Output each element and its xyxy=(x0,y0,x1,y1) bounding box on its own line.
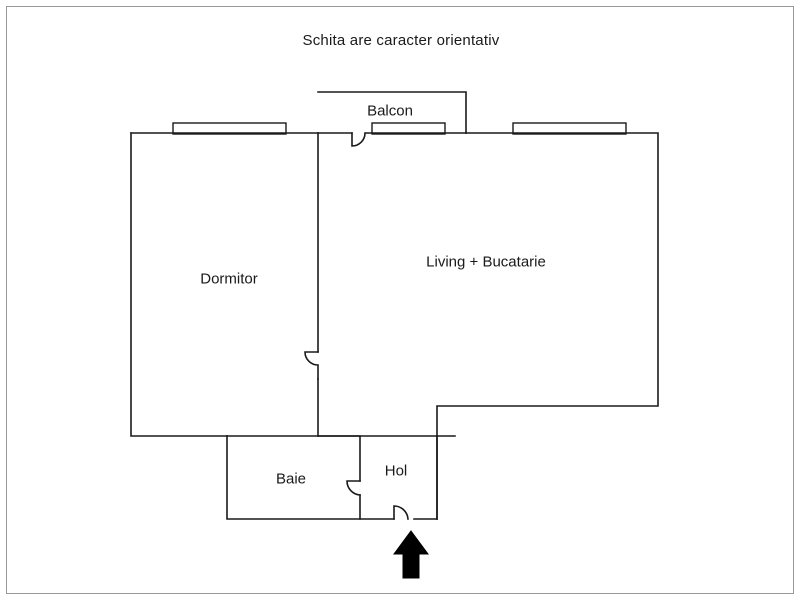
entrance-arrow-icon xyxy=(394,531,428,578)
room-label-balcon: Balcon xyxy=(367,102,413,120)
room-label-dormitor: Dormitor xyxy=(200,270,258,288)
wall-living-outline xyxy=(437,133,658,519)
door-entrance-icon xyxy=(394,506,408,519)
room-label-baie: Baie xyxy=(275,470,307,488)
door-dormitor-icon xyxy=(305,352,318,379)
room-label-living-bucatarie: Living + Bucatarie xyxy=(426,253,546,271)
door-baie-icon xyxy=(347,481,360,495)
page-title: Schita are caracter orientativ xyxy=(302,32,500,49)
door-balcon-icon xyxy=(352,133,365,146)
room-label-hol: Hol xyxy=(384,462,408,480)
